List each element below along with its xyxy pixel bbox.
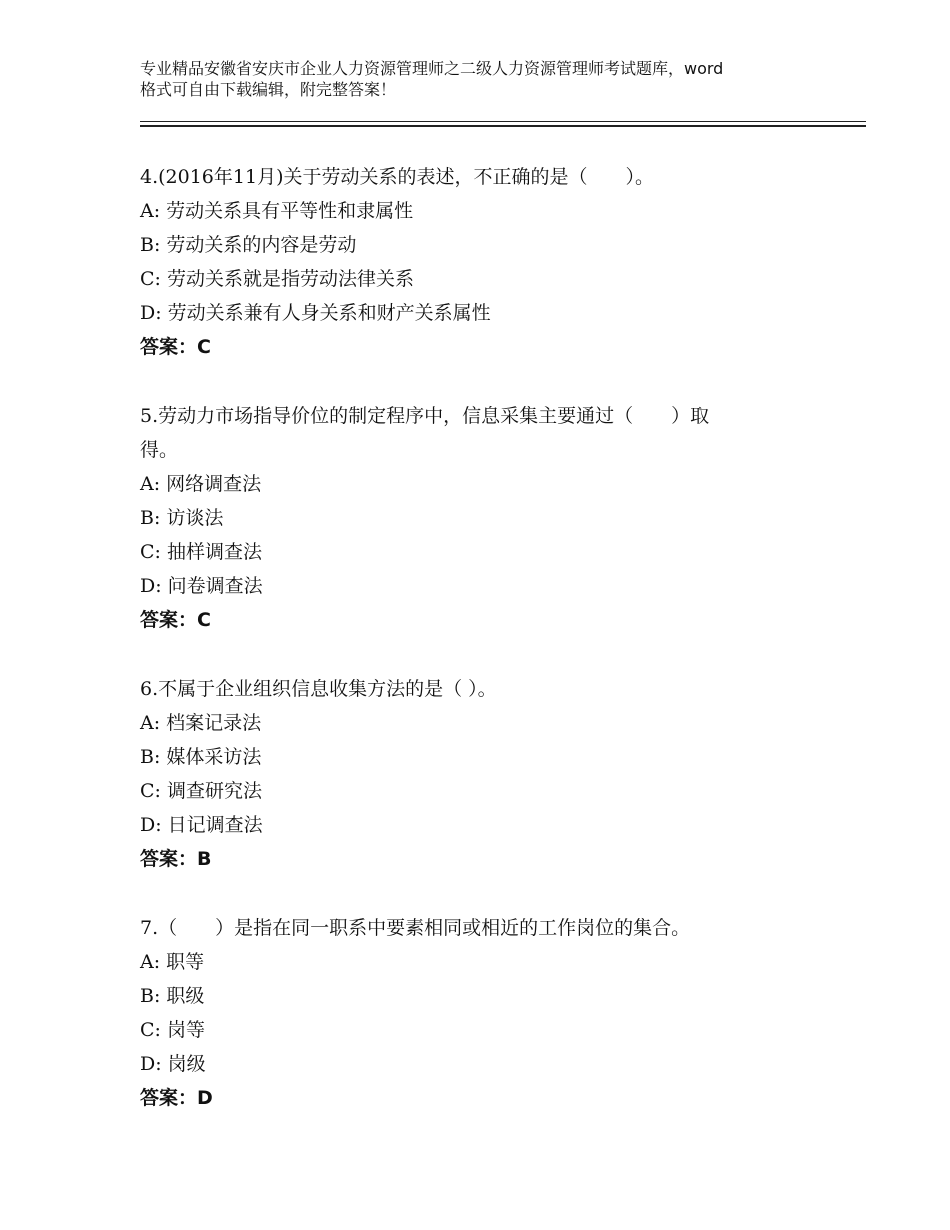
header-divider-thin	[140, 121, 866, 122]
option-d: D: 劳动关系兼有人身关系和财产关系属性	[140, 302, 491, 324]
answer: 答案：C	[140, 336, 211, 358]
option-b: B: 媒体采访法	[140, 746, 262, 768]
question-5	[140, 399, 820, 637]
question-6	[140, 672, 820, 876]
option-a: A: 职等	[140, 951, 205, 973]
question-7	[140, 911, 820, 1115]
header-title-line-2: 格式可自由下载编辑，附完整答案！	[140, 80, 397, 99]
option-b: B: 劳动关系的内容是劳动	[140, 234, 357, 256]
header-divider-thick	[140, 125, 866, 127]
option-a: A: 网络调查法	[140, 473, 262, 495]
option-a: A: 劳动关系具有平等性和隶属性	[140, 200, 414, 222]
question-stem: 7.（ ）是指在同一职系中要素相同或相近的工作岗位的集合。	[140, 917, 691, 939]
option-c: C: 劳动关系就是指劳动法律关系	[140, 268, 414, 290]
question-stem: 6.不属于企业组织信息收集方法的是（ ）。	[140, 678, 497, 700]
option-c: C: 调查研究法	[140, 780, 262, 802]
option-c: C: 抽样调查法	[140, 541, 262, 563]
answer: 答案：B	[140, 848, 212, 870]
question-stem-continued: 得。	[140, 439, 179, 461]
answer: 答案：C	[140, 609, 211, 631]
answer: 答案：D	[140, 1087, 213, 1109]
question-stem: 5.劳动力市场指导价位的制定程序中，信息采集主要通过（ ）取	[140, 405, 710, 427]
question-4	[140, 160, 820, 364]
option-d: D: 问卷调查法	[140, 575, 263, 597]
document-header	[140, 58, 840, 100]
option-b: B: 职级	[140, 985, 205, 1007]
option-c: C: 岗等	[140, 1019, 205, 1041]
option-b: B: 访谈法	[140, 507, 224, 529]
header-title-line-1: 专业精品安徽省安庆市企业人力资源管理师之二级人力资源管理师考试题库，word	[140, 59, 724, 78]
option-d: D: 日记调查法	[140, 814, 263, 836]
option-d: D: 岗级	[140, 1053, 206, 1075]
option-a: A: 档案记录法	[140, 712, 262, 734]
question-stem: 4.(2016年11月)关于劳动关系的表述，不正确的是（ ）。	[140, 166, 654, 188]
